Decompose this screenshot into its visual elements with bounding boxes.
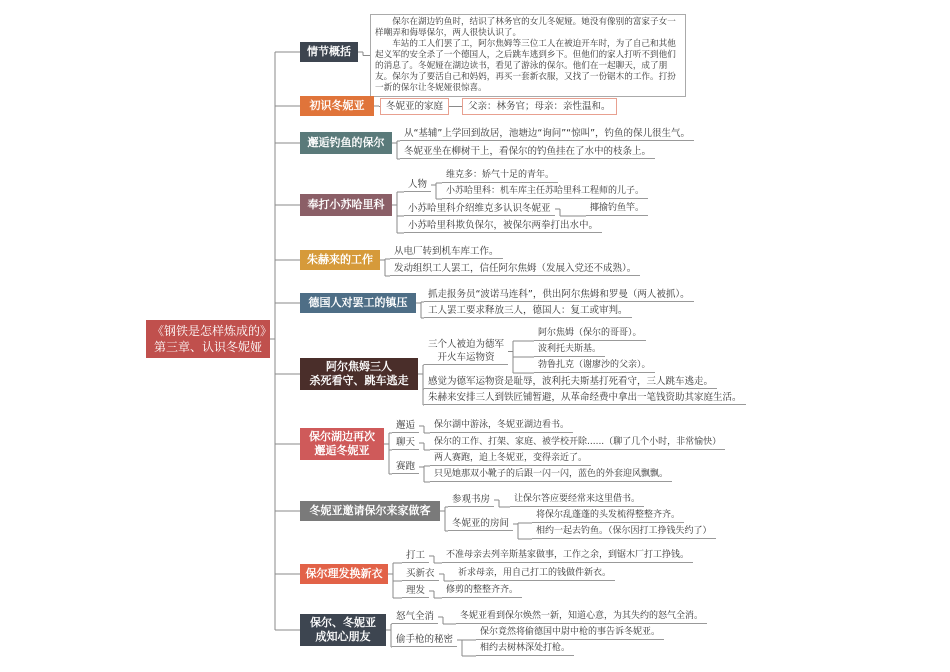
- leaf-work-detail: 不准母亲去列辛斯基家做事，工作之余，到锯木厂打工挣钱。: [442, 549, 693, 563]
- leaf-characters: 人物: [404, 178, 431, 192]
- leaf-encounter-1: 从“基辅”上学回到故居，池塘边“询问”“惊叫”，钓鱼的保儿很生气。: [400, 127, 694, 141]
- leaf-buy-clothes: 买新衣: [402, 567, 439, 581]
- leaf-bully-paul: 小苏哈里科欺负保尔，被保尔两拳打出水中。: [404, 219, 602, 233]
- root-node: [146, 320, 273, 358]
- plot-summary-paragraph: 保尔在湖边钓鱼时，结识了林务官的女儿冬妮娅。她没有像别的富家子女一样嘲弄和侮辱保尔，两人很快认识了。: [375, 17, 676, 38]
- branch-visit-home: 冬妮亚邀请保尔来家做客: [300, 501, 440, 521]
- branch-lake-reencounter: 保尔湖边再次 邂逅冬妮亚: [300, 428, 384, 460]
- leaf-tonya-room: 冬妮亚的房间: [448, 517, 513, 531]
- branch-artem-escape: 阿尔焦姆三人 杀死看守、跳车逃走: [300, 358, 418, 390]
- leaf-forced-train: 三个人被迫为德军 开火车运物资: [424, 338, 508, 365]
- leaf-artem: 阿尔焦姆（保尔的哥哥）。: [534, 327, 646, 341]
- leaf-work: 打工: [402, 549, 429, 563]
- leaf-politovsky: 波利托夫斯基。: [534, 343, 605, 357]
- branch-meet-tonya: 初识冬妮亚: [300, 96, 374, 116]
- leaf-room-detail-2: 相约一起去钓鱼。（保尔因打工挣钱失约了）: [532, 525, 716, 539]
- plot-summary-paragraph: 车站的工人们罢了工，阿尔焦姆等三位工人在被迫开车时，为了自己和其他起义军的安全杀了一个德国人，之后跳车逃到乡下。但他们的家人打听不到他们的消息了。冬妮娅在湖边读书，看见了游泳的保尔。他们在一起聊天，成了朋友。保尔为了要活自己和妈妈，再买一套新衣服，又找了一份锯木的工作。打扮一新的保尔让冬妮娅很惊喜。: [375, 39, 676, 93]
- leaf-hide-smithy: 朱赫来安排三人到铁匠铺暂避，从革命经费中拿出一笔钱资助其家庭生活。: [424, 391, 746, 405]
- leaf-room-detail-1: 将保尔乱蓬蓬的头发梳得整整齐齐。: [532, 509, 684, 523]
- leaf-gun-detail-1: 保尔竟然将偷德国中尉中枪的事告诉冬妮亚。: [476, 626, 664, 640]
- leaf-zhukhrai-1: 从电厂转到机车库工作。: [390, 245, 503, 259]
- branch-zhukhrai-work: 朱赫来的工作: [300, 250, 380, 270]
- leaf-haircut-detail: 修剪的整整齐齐。: [442, 584, 522, 598]
- leaf-kill-guard: 感觉为德军运物资是耻辱，波利托夫斯基打死看守，三人跳车逃走。: [424, 375, 717, 389]
- leaf-study-detail: 让保尔答应要经常来这里借书。: [510, 493, 644, 507]
- leaf-anger-gone: 怒气全消: [392, 610, 438, 624]
- leaf-study: 参观书房: [448, 493, 494, 507]
- branch-german-repression: 德国人对罢工的镇压: [300, 293, 416, 313]
- leaf-gun-secret: 偷手枪的秘密: [392, 633, 457, 647]
- leaf-tonya-parents: 父亲：林务官；母亲：亲性温和。: [462, 98, 617, 115]
- plot-summary-text: [370, 14, 686, 97]
- branch-plot-summary: 情节概括: [300, 42, 358, 62]
- leaf-zhukhrai-2: 发动组织工人罢工，信任阿尔焦姆（发展入党还不成熟）。: [390, 262, 640, 276]
- leaf-race: 赛跑: [392, 460, 419, 474]
- leaf-bruzzak: 勃鲁扎克（谢廖沙的父亲）。: [534, 359, 655, 373]
- leaf-chat: 聊天: [392, 436, 419, 450]
- leaf-viktor: 维克多：娇气十足的青年。: [442, 169, 558, 183]
- leaf-encounter-2: 冬妮亚坐在柳树干上，看保尔的钓鱼挂在了水中的枝条上。: [400, 145, 655, 159]
- leaf-introduce-viktor: 小苏哈里科介绍维克多认识冬妮亚: [404, 202, 555, 216]
- leaf-race-detail-2: 只见她那双小靴子的后跟一闪一闪，蓝色的外套迎风飘飘。: [430, 468, 672, 482]
- branch-close-friends: 保尔、冬妮亚 成知心朋友: [300, 614, 386, 646]
- root-subtitle: 第三章、认识冬妮娅: [153, 340, 262, 354]
- root-title: 《钢铁是怎样炼成的》: [152, 324, 273, 338]
- leaf-sukharko: 小苏哈里科：机车库主任苏哈里科工程师的儿子。: [442, 185, 648, 199]
- branch-encounter-fishing: 邂逅钓鱼的保尔: [300, 132, 392, 154]
- leaf-gun-detail-2: 相约去树林深处打枪。: [476, 642, 574, 656]
- leaf-race-detail-1: 两人赛跑，追上冬妮亚，变得亲近了。: [430, 452, 591, 466]
- leaf-strike: 工人罢工要求释放三人，德国人：复工或审判。: [424, 304, 632, 318]
- leaf-haircut: 理发: [402, 584, 429, 598]
- leaf-anger-detail: 冬妮亚看到保尔焕然一新，知道心意，为其失约的怒气全消。: [456, 610, 707, 624]
- branch-beat-sukharko: 奉打小苏哈里科: [300, 194, 392, 216]
- leaf-tonya-family: 冬妮亚的家庭: [380, 98, 449, 115]
- leaf-mock-rod: 揶揄钓鱼竿。: [586, 202, 648, 216]
- leaf-arrest: 抓走报务员“波诺马连科”，供出阿尔焦姆和罗曼（两人被抓）。: [424, 288, 694, 302]
- leaf-buy-detail: 祈求母亲，用自己打工的钱做件新衣。: [454, 567, 615, 581]
- leaf-reencounter-detail: 保尔湖中游泳，冬妮亚湖边看书。: [430, 419, 573, 433]
- leaf-reencounter: 邂逅: [392, 419, 419, 433]
- leaf-chat-detail: 保尔的工作、打架、家庭、被学校开除......（聊了几个小时，非常愉快）: [430, 436, 725, 450]
- branch-new-clothes: 保尔理发换新衣: [300, 564, 388, 584]
